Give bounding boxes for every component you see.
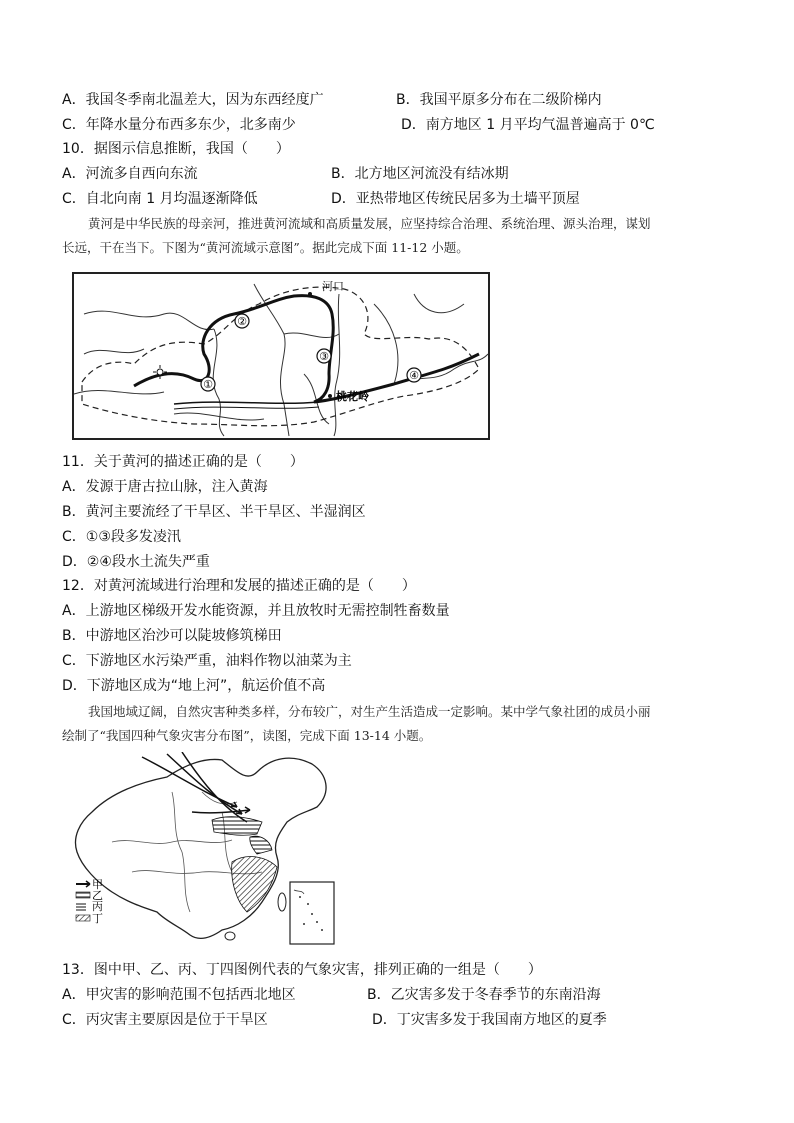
q11-option-c[interactable]: C．①③段多发凌汛 — [62, 529, 181, 545]
q13-stem: 13．图中甲、乙、丙、丁四图例代表的气象灾害，排列正确的一组是（ ） — [62, 962, 542, 978]
legend-bing: 丙 — [92, 900, 103, 913]
marker-3: ③ — [319, 350, 329, 363]
q12-stem: 12．对黄河流域进行治理和发展的描述正确的是（ ） — [62, 578, 416, 594]
q9-option-c[interactable]: C．年降水量分布西多东少，北多南少 — [62, 117, 296, 133]
taiwan — [278, 893, 286, 911]
q10-stem: 10．据图示信息推断，我国（ ） — [62, 141, 290, 157]
q13-option-a[interactable]: A．甲灾害的影响范围不包括西北地区 — [62, 987, 296, 1003]
q11-option-b[interactable]: B．黄河主要流经了干旱区、半干旱区、半湿润区 — [62, 504, 366, 520]
label-taohuayu: 桃花岭 — [336, 390, 369, 403]
disaster-region-yi — [212, 817, 262, 836]
province-boundaries — [74, 284, 488, 436]
map2-legend — [76, 878, 103, 925]
marker-1: ① — [203, 378, 213, 391]
tributary-2 — [174, 407, 319, 409]
yellow-river-map — [72, 272, 490, 440]
legend-jia: 甲 — [92, 878, 103, 891]
q12-option-d[interactable]: D．下游地区成为“地上河”，航运价值不高 — [62, 678, 326, 694]
q11-stem: 11．关于黄河的描述正确的是（ ） — [62, 454, 304, 470]
q9-option-d[interactable]: D．南方地区 1 月平均气温普遍高于 0℃ — [401, 117, 655, 133]
disaster-map — [72, 752, 362, 952]
q11-option-d[interactable]: D．②④段水土流失严重 — [62, 554, 210, 570]
passage2-line2: 绘制了“我国四种气象灾害分布图”，读图，完成下面 13-14 小题。 — [62, 728, 432, 743]
q10-option-d[interactable]: D．亚热带地区传统民居多为土墙平顶屋 — [331, 191, 580, 207]
tributary — [174, 402, 319, 404]
q11-option-a[interactable]: A．发源于唐古拉山脉，注入黄海 — [62, 479, 268, 495]
label-hekou: 河口 — [322, 280, 344, 293]
q12-option-b[interactable]: B．中游地区治沙可以陡坡修筑梯田 — [62, 628, 282, 644]
legend-ding: 丁 — [92, 912, 103, 925]
yellow-river-map-svg — [74, 274, 488, 438]
marker-4: ④ — [409, 369, 419, 382]
q9-option-a[interactable]: A．我国冬季南北温差大，因为东西经度广 — [62, 92, 324, 108]
marker-2: ② — [237, 315, 247, 328]
yellow-river-course — [134, 296, 479, 402]
q10-option-c[interactable]: C．自北向南 1 月均温逐渐降低 — [62, 191, 258, 207]
disaster-map-svg — [72, 752, 362, 952]
segment-markers — [201, 314, 421, 391]
q13-option-b[interactable]: B．乙灾害多发于冬春季节的东南沿海 — [367, 987, 601, 1003]
q13-option-d[interactable]: D．丁灾害多发于我国南方地区的夏季 — [372, 1012, 607, 1028]
q10-option-b[interactable]: B．北方地区河流没有结冰期 — [331, 166, 509, 182]
basin-boundary — [82, 287, 479, 426]
legend-yi: 乙 — [92, 889, 103, 902]
q13-option-c[interactable]: C．丙灾害主要原因是位于干旱区 — [62, 1012, 268, 1028]
passage1-line2: 长远，干在当下。下图为“黄河流域示意图”。据此完成下面 11-12 小题。 — [62, 240, 469, 255]
passage1-line1: 黄河是中华民族的母亲河，推进黄河流域和高质量发展，应坚持综合治理、系统治理、源头治理，谋划 — [88, 216, 651, 231]
q12-option-a[interactable]: A．上游地区梯级开发水能资源，并且放牧时无需控制牲畜数量 — [62, 603, 450, 619]
q12-option-c[interactable]: C．下游地区水污染严重，油料作物以油菜为主 — [62, 653, 352, 669]
q9-option-b[interactable]: B．我国平原多分布在二级阶梯内 — [396, 92, 602, 108]
passage2-line1: 我国地域辽阔，自然灾害种类多样，分布较广，对生产生活造成一定影响。某中学气象社团的成员小丽 — [88, 704, 651, 719]
q10-option-a[interactable]: A．河流多自西向东流 — [62, 166, 198, 182]
hainan — [225, 932, 235, 940]
